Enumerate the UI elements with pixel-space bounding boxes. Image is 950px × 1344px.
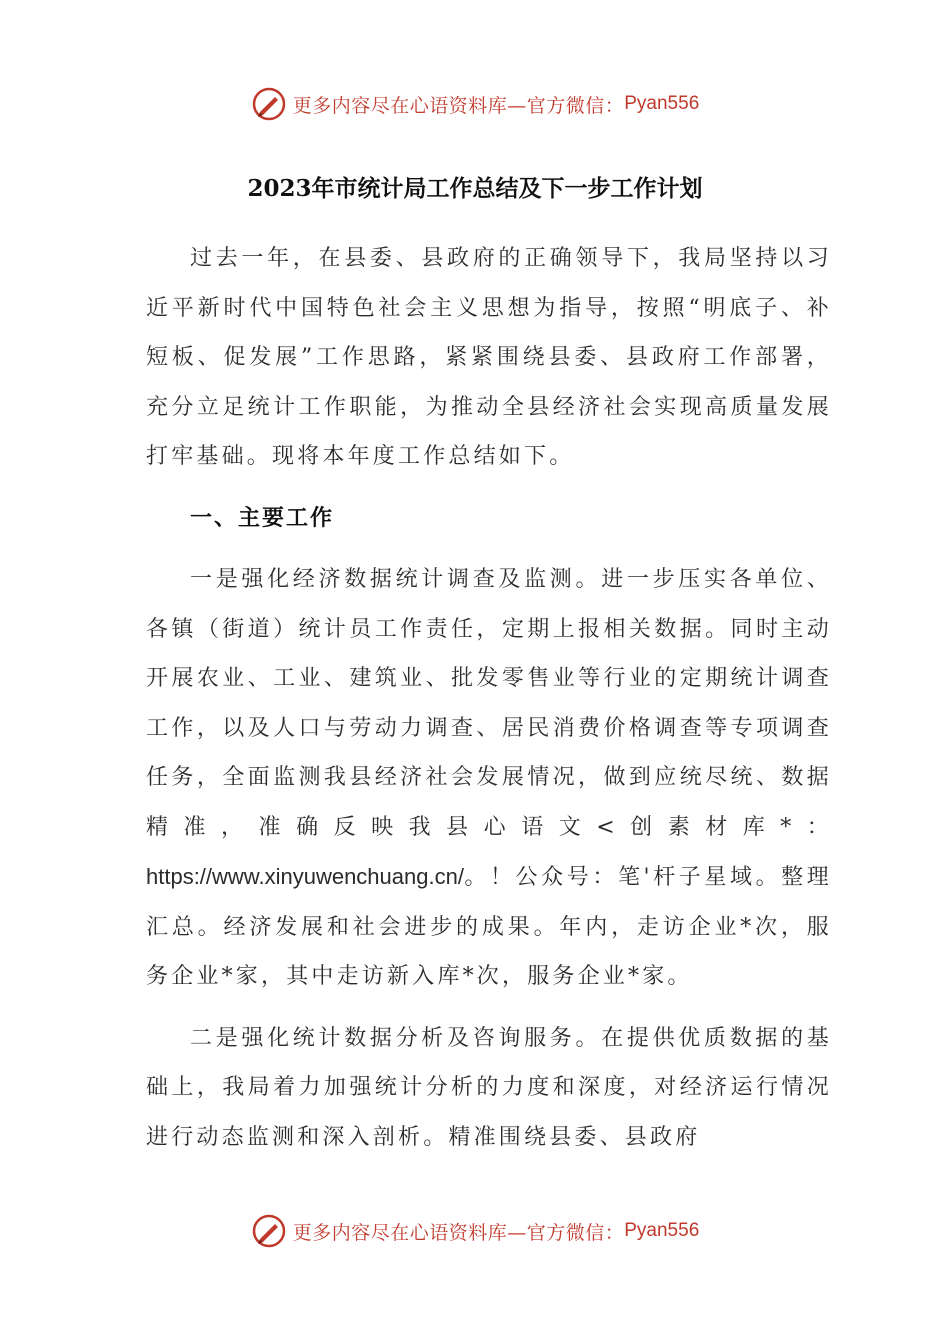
intro-paragraph: 过去一年，在县委、县政府的正确领导下，我局坚持以习近平新时代中国特色社会主义思想为指导，按照“明底子、补短板、促发展”工作思路，紧紧围绕县委、县政府工作部署，充分立足统计工作职能，为推动全县经济社会实现高质量发展打牢基础。现将本年度工作总结如下。: [146, 246, 832, 469]
banner-text: 更多内容尽在心语资料库—官方微信：: [292, 1221, 625, 1244]
pen-logo-icon: [251, 1213, 287, 1249]
footer-banner: [0, 1211, 950, 1251]
item1-text-start: 一是强化经济数据统计调查及监测。进一步压实各单位、各镇（街道）统计员工作责任，定期上报相关数据。同时主动开展农业、工业、建筑业、批发零售业等行业的定期统计调查工作，以及人口与劳动力调查、居民消费价格调查等专项调查任务，全面监测我县经济社会发展情况，做到应统尽统、数据精准，准确反映我县心语文<创素材库*：: [146, 567, 832, 840]
banner-wechat-id: Pyan556: [624, 93, 700, 114]
banner-text: 更多内容尽在心语资料库—官方微信：: [292, 94, 625, 117]
item1-paragraph: [146, 555, 832, 1002]
section-heading: 一、主要工作: [190, 504, 335, 531]
banner-wechat-id: Pyan556: [624, 1220, 700, 1241]
website-link[interactable]: https://www.xinyuwenchuang.cn/: [146, 864, 464, 889]
page-title: 2023年市统计局工作总结及下一步工作计划: [247, 175, 703, 202]
item2-paragraph: 二是强化统计数据分析及咨询服务。在提供优质数据的基础上，我局着力加强统计分析的力度和深度，对经济运行情况进行动态监测和深入剖析。精准围绕县委、县政府: [146, 1025, 832, 1150]
pen-logo-icon: [251, 86, 287, 122]
header-banner: [0, 84, 950, 124]
document-body: [146, 234, 832, 1174]
item1-text-end: 。！公众号：笔'杆子星域。整理汇总。经济发展和社会进步的成果。年内，走访企业*次，服务企业*家，其中走访新入库*次，服务企业*家。: [146, 865, 832, 989]
